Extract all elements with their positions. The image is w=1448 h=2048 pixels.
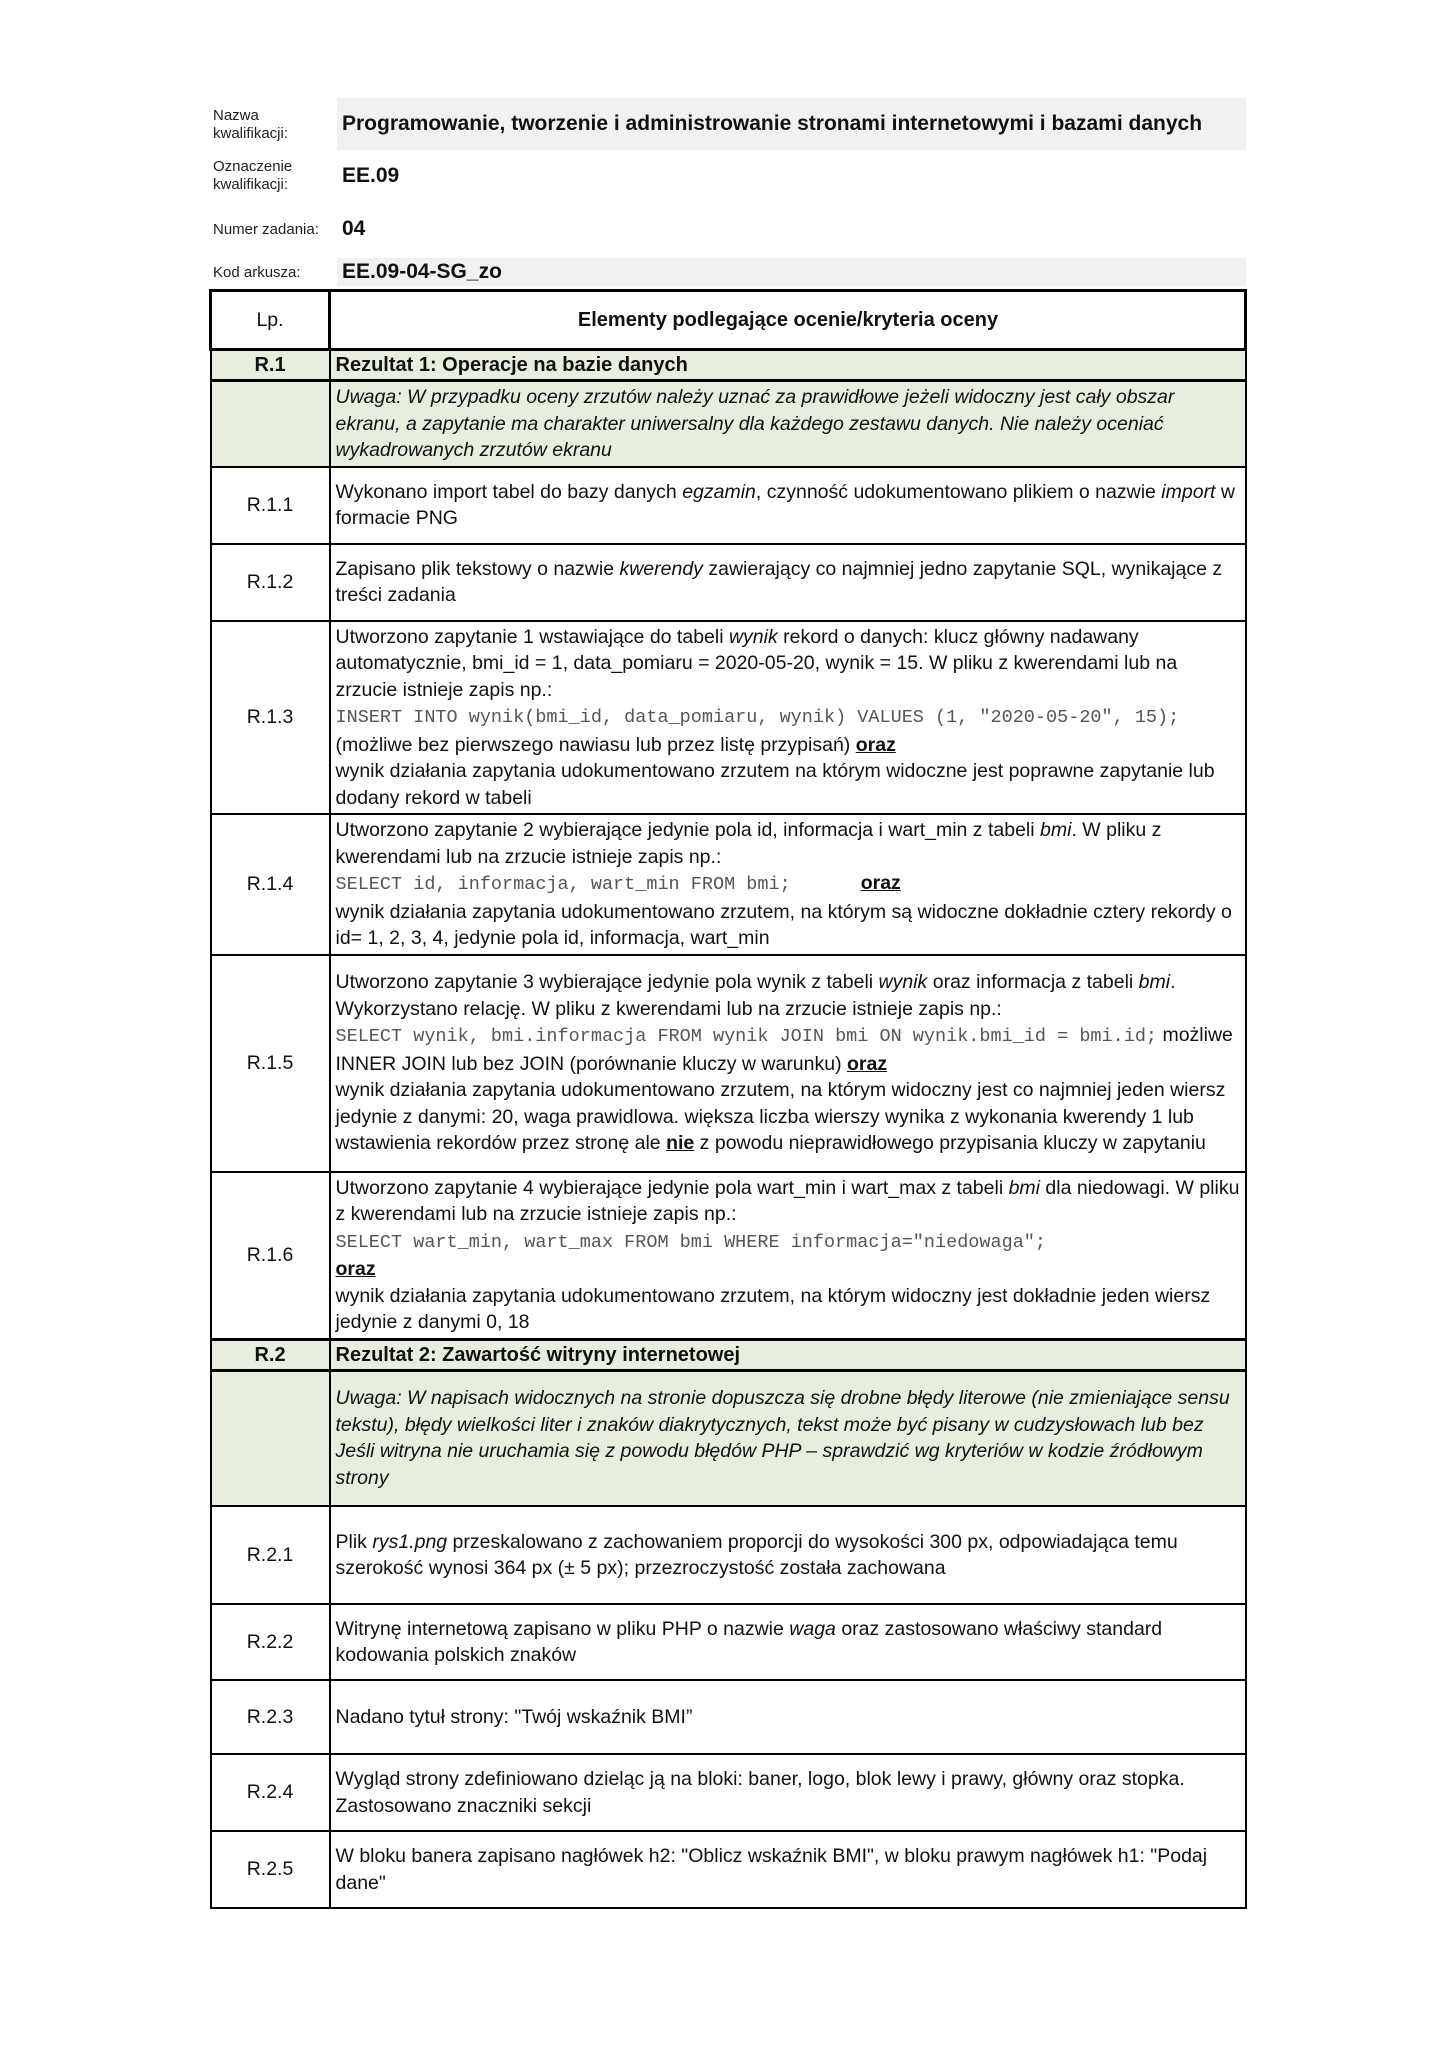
text: Wykonano import tabel do bazy danych: [335, 480, 683, 503]
table-row: [211, 467, 1246, 544]
text: Utworzono zapytanie 3 wybierające jedynie pola wynik z tabeli: [335, 971, 879, 994]
row-lp: R.1.2: [211, 544, 330, 621]
text: , czynność udokumentowano plikiem o nazwie: [755, 480, 1162, 503]
file-name: kwerendy: [619, 557, 703, 580]
criteria-table: [209, 289, 1247, 1909]
row-criteria: [330, 955, 1246, 1172]
row-lp: R.1.5: [211, 955, 330, 1172]
sheet-code-value: EE.09-04-SG_zo: [342, 260, 502, 283]
task-number-value: 04: [342, 217, 366, 240]
result-2-note-row: [211, 1370, 1246, 1506]
text: wynik działania zapytania udokumentowano zrzutem na którym widoczne jest poprawne zapytanie lub dodany rekord w tabeli: [335, 760, 1215, 809]
table-name: wynik: [728, 625, 778, 648]
file-name: rys1.png: [372, 1530, 448, 1553]
row-lp: R.2.5: [211, 1831, 330, 1908]
row-lp: R.2.1: [211, 1506, 330, 1604]
table-row: [211, 1831, 1246, 1908]
sql-code: SELECT wynik, bmi.informacja FROM wynik JOIN bmi ON wynik.bmi_id = bmi.id;: [335, 1026, 1158, 1048]
table-name: wynik: [878, 971, 928, 994]
result-1-note: Uwaga: W przypadku oceny zrzutów należy uznać za prawidłowe jeżeli widoczny jest cały obszar ekranu, a zapytanie ma charakter uniwersalny dla każdego zestawu danych. Nie należy oceniać wykadrowanych zrzutów ekranu: [330, 381, 1246, 467]
file-name: import: [1161, 480, 1216, 503]
qualification-code-label: Oznaczenie kwalifikacji:: [213, 158, 293, 193]
row-criteria: Nadano tytuł strony: "Twój wskaźnik BMI”: [330, 1680, 1246, 1754]
nie-marker: nie: [666, 1132, 695, 1155]
row-lp: R.2.2: [211, 1604, 330, 1680]
row-lp: R.1.1: [211, 467, 330, 544]
file-name: waga: [789, 1617, 836, 1640]
text: (możliwe bez pierwszego nawiasu lub przez listę przypisań): [335, 733, 856, 756]
row-criteria: [330, 467, 1246, 544]
text: możliwe INNER JOIN lub bez JOIN (porównanie kluczy w warunku): [335, 1024, 1233, 1075]
table-row: [211, 1506, 1246, 1604]
db-name: egzamin: [682, 480, 756, 503]
table-name: bmi: [1040, 819, 1072, 841]
table-row: [211, 955, 1246, 1172]
text: zawierający co najmniej jedno zapytanie SQL, wynikające z treści zadania: [335, 557, 1223, 606]
oraz-marker: oraz: [335, 1258, 376, 1280]
text: Utworzono zapytanie 2 wybierające jedynie pola id, informacja i wart_min z tabeli: [335, 819, 1041, 841]
note-text: Uwaga: W napisach widocznych na stronie dopuszcza się drobne błędy literowe (nie zmieniające sensu tekstu), błędy wielkości liter i znaków diakrytycznych, tekst może być pisany w cudzysłowach lub bez: [335, 1387, 1230, 1436]
task-number-label: Numer zadania:: [213, 221, 319, 238]
text: . Wykorzystano relację. W pliku z kwerendami lub na zrzucie istnieje zapis np.:: [335, 971, 1176, 1020]
result-2-note: [330, 1370, 1246, 1506]
note-text: Jeśli witryna nie uruchamia się z powodu błędów PHP – sprawdzić wg kryteriów w kodzie źródłowym strony: [335, 1440, 1203, 1489]
column-header-criteria: Elementy podlegające ocenie/kryteria oceny: [330, 291, 1246, 350]
table-row: [211, 1754, 1246, 1831]
row-criteria: Wygląd strony zdefiniowano dzieląc ją na bloki: baner, logo, blok lewy i prawy, główny oraz stopka. Zastosowano znaczniki sekcji: [330, 1754, 1246, 1831]
text: Utworzono zapytanie 1 wstawiające do tabeli: [335, 625, 729, 648]
result-1-row: [211, 350, 1246, 381]
result-2-note-lp: [211, 1370, 330, 1506]
row-lp: R.2.3: [211, 1680, 330, 1754]
oraz-marker: oraz: [860, 872, 901, 894]
row-lp: R.1.6: [211, 1172, 330, 1340]
qualification-name-value: Programowanie, tworzenie i administrowanie stronami internetowymi i bazami danych: [342, 112, 1203, 135]
text: Witrynę internetową zapisano w pliku PHP o nazwie: [335, 1617, 790, 1640]
table-row: [211, 814, 1246, 955]
row-criteria: [330, 621, 1246, 815]
table-row: [211, 1604, 1246, 1680]
row-lp: R.1.3: [211, 621, 330, 815]
result-1-title: Rezultat 1: Operacje na bazie danych: [330, 350, 1246, 381]
text: w formacie PNG: [335, 480, 1235, 529]
oraz-marker: oraz: [855, 733, 896, 756]
column-header-lp: Lp.: [211, 291, 330, 350]
text: dla niedowagi. W pliku z kwerendami lub na zrzucie istnieje zapis np.:: [335, 1176, 1240, 1225]
result-1-note-lp: [211, 381, 330, 467]
text: rekord o danych: klucz główny nadawany automatycznie, bmi_id = 1, data_pomiaru = 2020-05-20, wynik = 15. W pliku z kwerendami lub na zrzucie istnieje zapis np.:: [335, 625, 1178, 701]
row-lp: R.2.4: [211, 1754, 330, 1831]
text: przeskalowano z zachowaniem proporcji do wysokości 300 px, odpowiadająca temu szerokość wynosi 364 px (± 5 px); przezroczystość została zachowana: [335, 1530, 1178, 1579]
text: wynik działania zapytania udokumentowano zrzutem, na którym widoczny jest dokładnie jeden wiersz jedynie z danymi 0, 18: [335, 1284, 1211, 1333]
text: wynik działania zapytania udokumentowano zrzutem, na którym widoczny jest co najmniej jeden wiersz jedynie z danymi: 20, waga prawidlowa. większa liczba wierszy wynika z wykonania kwerendy 1 lub wstawienia rekordów przez stronę ale: [335, 1079, 1226, 1155]
row-criteria: W bloku banera zapisano nagłówek h2: "Oblicz wskaźnik BMI", w bloku prawym nagłówek h1: "Podaj dane": [330, 1831, 1246, 1908]
table-row: [211, 621, 1246, 815]
table-name: bmi: [1138, 971, 1171, 994]
table-header-row: [211, 291, 1246, 350]
sql-code: SELECT wart_min, wart_max FROM bmi WHERE informacja="niedowaga";: [335, 1231, 1047, 1253]
text: Plik: [335, 1530, 373, 1553]
oraz-marker: oraz: [847, 1052, 888, 1075]
table-row: [211, 544, 1246, 621]
text: wynik działania zapytania udokumentowano zrzutem, na którym są widoczne dokładnie cztery rekordy o id= 1, 2, 3, 4, jedynie pola id, informacja, wart_min: [335, 900, 1232, 949]
sql-code: SELECT id, informacja, wart_min FROM bmi;: [335, 874, 791, 895]
row-criteria: [330, 544, 1246, 621]
sql-code: INSERT INTO wynik(bmi_id, data_pomiaru, wynik) VALUES (1, "2020-05-20", 15);: [335, 707, 1180, 728]
row-lp: R.1.4: [211, 814, 330, 955]
table-name: bmi: [1008, 1176, 1040, 1199]
text: oraz informacja z tabeli: [927, 971, 1139, 994]
row-criteria: [330, 1506, 1246, 1604]
row-criteria: [330, 1604, 1246, 1680]
sheet-code-label: Kod arkusza:: [213, 264, 301, 281]
qualification-code-value: EE.09: [342, 164, 400, 187]
qualification-name-label: Nazwa kwalifikacji:: [213, 107, 289, 142]
result-1-note-row: [211, 381, 1246, 467]
table-row: [211, 1680, 1246, 1754]
row-criteria: [330, 814, 1246, 955]
text: Zapisano plik tekstowy o nazwie: [335, 557, 620, 580]
text: oraz zastosowano właściwy standard kodowania polskich znaków: [335, 1617, 1163, 1666]
result-2-title: Rezultat 2: Zawartość witryny internetowej: [330, 1339, 1246, 1370]
text: z powodu nieprawidłowego przypisania kluczy w zapytaniu: [694, 1132, 1206, 1155]
result-2-lp: R.2: [211, 1339, 330, 1370]
table-row: [211, 1172, 1246, 1340]
result-1-lp: R.1: [211, 350, 330, 381]
result-2-row: [211, 1339, 1246, 1370]
text: Utworzono zapytanie 4 wybierające jedynie pola wart_min i wart_max z tabeli: [335, 1176, 1009, 1199]
text: . W pliku z kwerendami lub na zrzucie istnieje zapis np.:: [335, 819, 1162, 868]
row-criteria: [330, 1172, 1246, 1340]
